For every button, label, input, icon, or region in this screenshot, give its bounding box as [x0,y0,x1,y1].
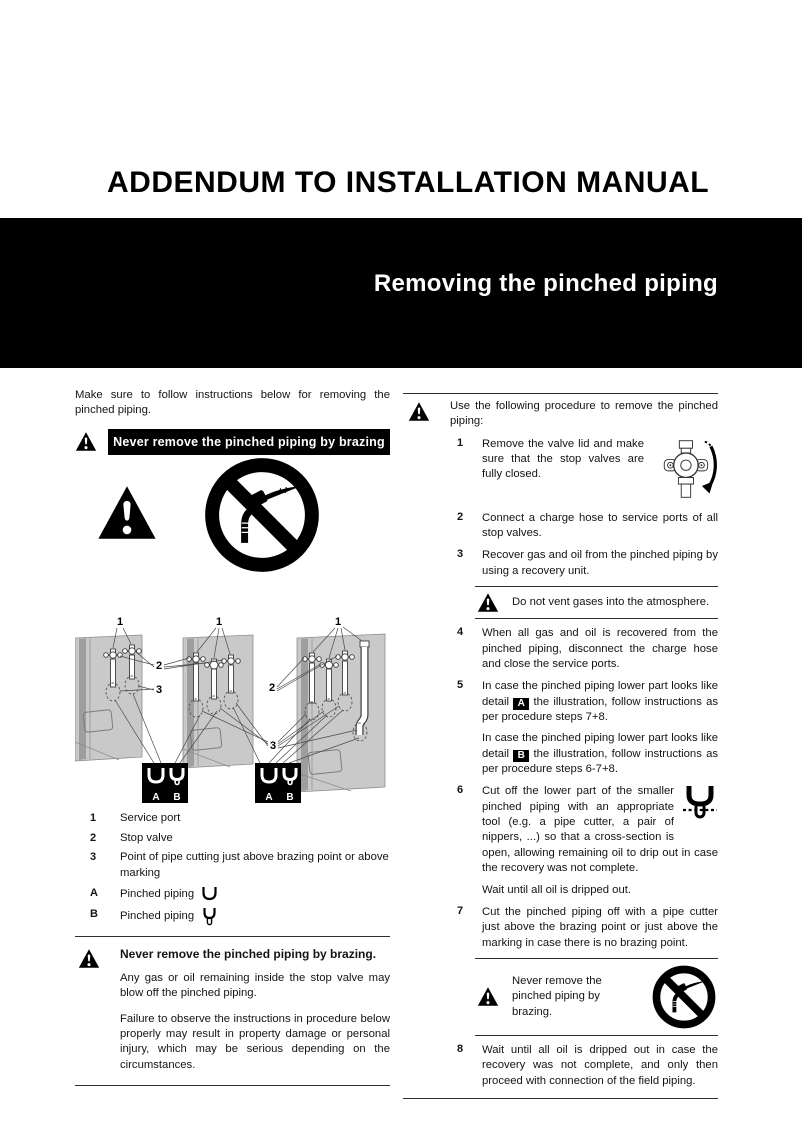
step-text: When all gas and oil is recovered from the pinched piping, disconnect the charge hose and close the service ports. [482,627,718,670]
detail-a-label: A [152,791,160,803]
detail-a-badge: A [513,698,529,710]
diagram-callout-1: 1 [215,615,223,628]
diagram-callout-3: 3 [155,683,163,696]
diagram-legend [75,811,390,928]
cut-pinched-pipe-illustration [682,784,718,838]
procedure-step-5 [403,679,718,777]
warning-triangle-icon [477,592,499,613]
legend-key: 3 [90,851,97,864]
procedure-step-4 [403,626,718,672]
stop-valve-close-illustration [652,437,718,501]
legend-item-service-port [75,811,390,827]
left-column [75,388,390,1086]
warning-graphic-area [75,455,390,605]
pinched-pipe-b-icon [200,907,219,928]
note-text: Do not vent gases into the atmosphere. [512,595,710,608]
warning-triangle-icon [96,483,158,542]
detail-b-badge: B [513,750,529,762]
step-number: 8 [457,1042,464,1055]
warning-triangle-icon [477,986,499,1007]
step-text: Recover gas and oil from the pinched piping by using a recovery unit. [482,549,718,577]
step-5-option-b: In case the pinched piping lower part looks like detail B the illustration, follow instructions as per procedure steps 6-7+8. [482,732,719,776]
step-text [482,679,718,777]
legend-text: Pinched piping [120,886,219,903]
legend-key: 2 [90,831,97,844]
legend-item-pinched-b [75,907,390,928]
diagram-callout-3: 3 [269,739,277,752]
column-end-rule [403,1098,718,1099]
warning-box-paragraph: Failure to observe the instructions in procedure below properly may result in property damage or personal injury, which may be serious depending on the circumstances. [120,1012,390,1071]
warning-box-content [120,946,390,1075]
diagram-callout-2: 2 [268,681,276,694]
warning-banner-row [75,429,390,455]
legend-text: Service port [120,811,181,824]
procedure-step-2 [403,511,718,542]
step-number: 3 [457,548,464,561]
warning-triangle-icon [408,401,430,422]
procedure-step-6 [403,784,718,898]
note-text: Never remove the pinched piping by brazing. [512,974,602,1018]
note-do-not-vent [475,586,718,619]
step-number: 5 [457,679,464,692]
warning-triangle-icon [78,948,100,969]
no-brazing-icon [204,455,320,575]
procedure-intro: Use the following procedure to remove the pinched piping: [450,400,718,428]
no-brazing-icon [652,965,716,1029]
legend-key: A [90,886,98,899]
legend-key: 1 [90,811,97,824]
legend-item-cut-point [75,850,390,882]
warning-box-heading: Never remove the pinched piping by brazing. [120,946,377,961]
no-brazing-banner: Never remove the pinched piping by brazing [108,429,390,455]
step-number: 1 [457,436,464,449]
procedure-step-8 [403,1043,718,1089]
detail-box-ab [255,763,301,803]
procedure-step-3 [403,548,718,579]
pinched-pipe-a-icon [200,886,219,901]
legend-item-pinched-a [75,886,390,903]
section-title: Removing the pinched piping [373,270,718,297]
detail-b-label: B [173,791,181,803]
step-text: Remove the valve lid and make sure that the stop valves are fully closed. [482,437,718,504]
step-number: 2 [457,510,464,523]
legend-text: Stop valve [120,831,173,844]
right-column [403,393,718,1099]
step-number: 7 [457,904,464,917]
left-intro: Make sure to follow instructions below for removing the pinched piping. [75,389,390,417]
step-number: 6 [457,784,464,797]
detail-box-ab [142,763,188,803]
step-text: Wait until all oil is dripped out in case the recovery was not complete, and only then proceed with connection of the field piping. [482,1043,718,1087]
diagram-callout-2: 2 [155,659,163,672]
detail-b-label: B [286,791,294,803]
step-text: Connect a charge hose to service ports of all stop valves. [482,511,718,540]
note-never-braze [475,958,718,1036]
legend-text: Pinched piping [120,907,219,928]
step-5-option-a: In case the pinched piping lower part looks like detail A the illustration, follow instructions as per procedure steps 7+8. [482,680,719,723]
page-title: ADDENDUM TO INSTALLATION MANUAL [107,166,710,199]
warning-triangle-icon [75,431,97,452]
legend-item-stop-valve [75,831,390,847]
procedure-intro-row [403,394,718,430]
step-number: 4 [457,626,464,639]
step-text: Cut off the lower part of the smaller pinched piping with an appropriate tool (e.g. a pipe cutter, a pair of nippers, ...) so that a cross-section is open, allowing remaining oil to drip out in case the recovery was not complete. Wait until all oil is dripped out. [482,785,718,896]
legend-key: B [90,907,98,920]
unit-piping-diagram [75,611,390,803]
detail-a-label: A [265,791,273,803]
warning-box-paragraph: Any gas or oil remaining inside the stop valve may blow off the pinched piping. [120,971,390,1000]
diagram-callout-1: 1 [334,615,342,628]
step-text: Cut the pinched piping off with a pipe cutter just above the brazing point or just above the marking in case there is no brazing point. [482,905,718,949]
brazing-warning-box [75,936,390,1086]
section-banner [0,218,802,368]
legend-text: Point of pipe cutting just above brazing point or above marking [120,851,389,880]
procedure-step-1 [403,437,718,504]
diagram-callout-1: 1 [116,615,124,628]
procedure-step-7 [403,905,718,951]
